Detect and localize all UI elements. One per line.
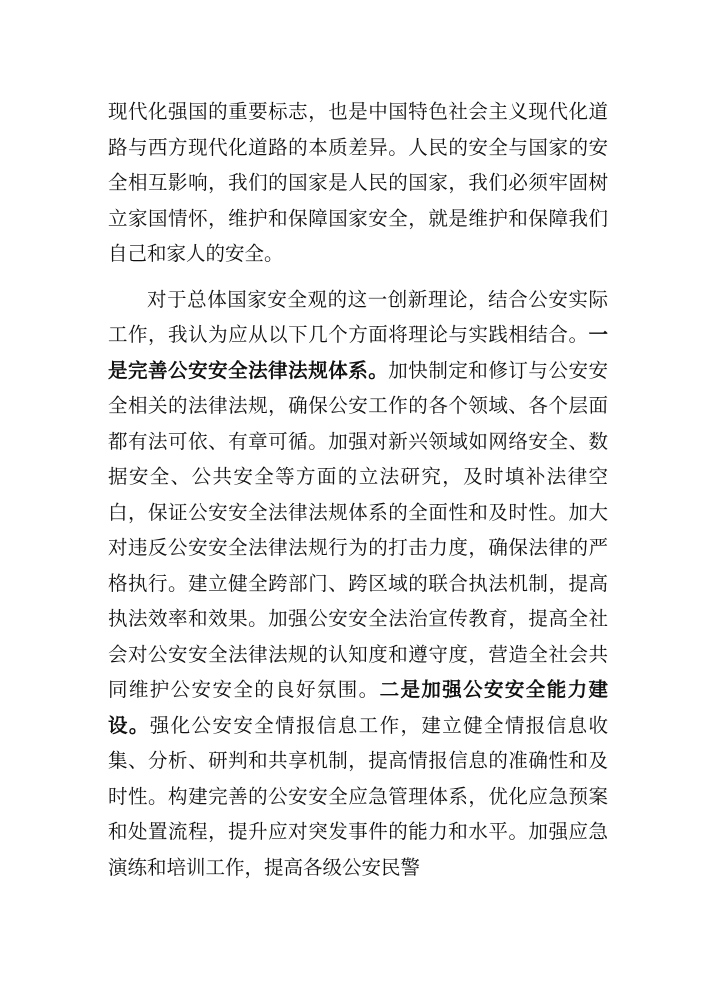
document-body [108,94,608,885]
paragraph-continuation [108,94,608,272]
paragraph-measures [108,282,608,886]
paragraph-2-intro: 对于总体国家安全观的这一创新理论，结合公安实际工作，我认为应从以下几个方面将理论与实践相结合。 [108,287,608,346]
point-2-body: 强化公安安全情报信息工作，建立健全情报信息收集、分析、研判和共享机制，提高情报信息的准确性和及时性。构建完善的公安安全应急管理体系，优化应急预案和处置流程，提升应对突发事件的能力和水平。加强应急演练和培训工作，提高各级公安民警 [108,713,608,879]
point-2-heading: 二是加强公安安全能力建设。 [108,678,608,737]
paragraph-1-text: 现代化强国的重要标志，也是中国特色社会主义现代化道路与西方现代化道路的本质差异。人民的安全与国家的安全相互影响，我们的国家是人民的国家，我们必须牢固树立家国情怀，维护和保障国家安全，就是维护和保障我们自己和家人的安全。 [108,100,608,265]
point-1-heading: 一是完善公安安全法律法规体系。 [108,323,608,382]
point-1-body: 加快制定和修订与公安安全相关的法律法规，确保公安工作的各个领域、各个层面都有法可依、有章可循。加强对新兴领域如网络安全、数据安全、公共安全等方面的立法研究，及时填补法律空白，保证公安安全法律法规体系的全面性和及时性。加大对违反公安安全法律法规行为的打击力度，确保法律的严格执行。建立健全跨部门、跨区域的联合执法机制，提高执法效率和效果。加强公安安全法治宣传教育，提高全社会对公安安全法律法规的认知度和遵守度，营造全社会共同维护公安安全的良好氛围。 [108,358,608,701]
